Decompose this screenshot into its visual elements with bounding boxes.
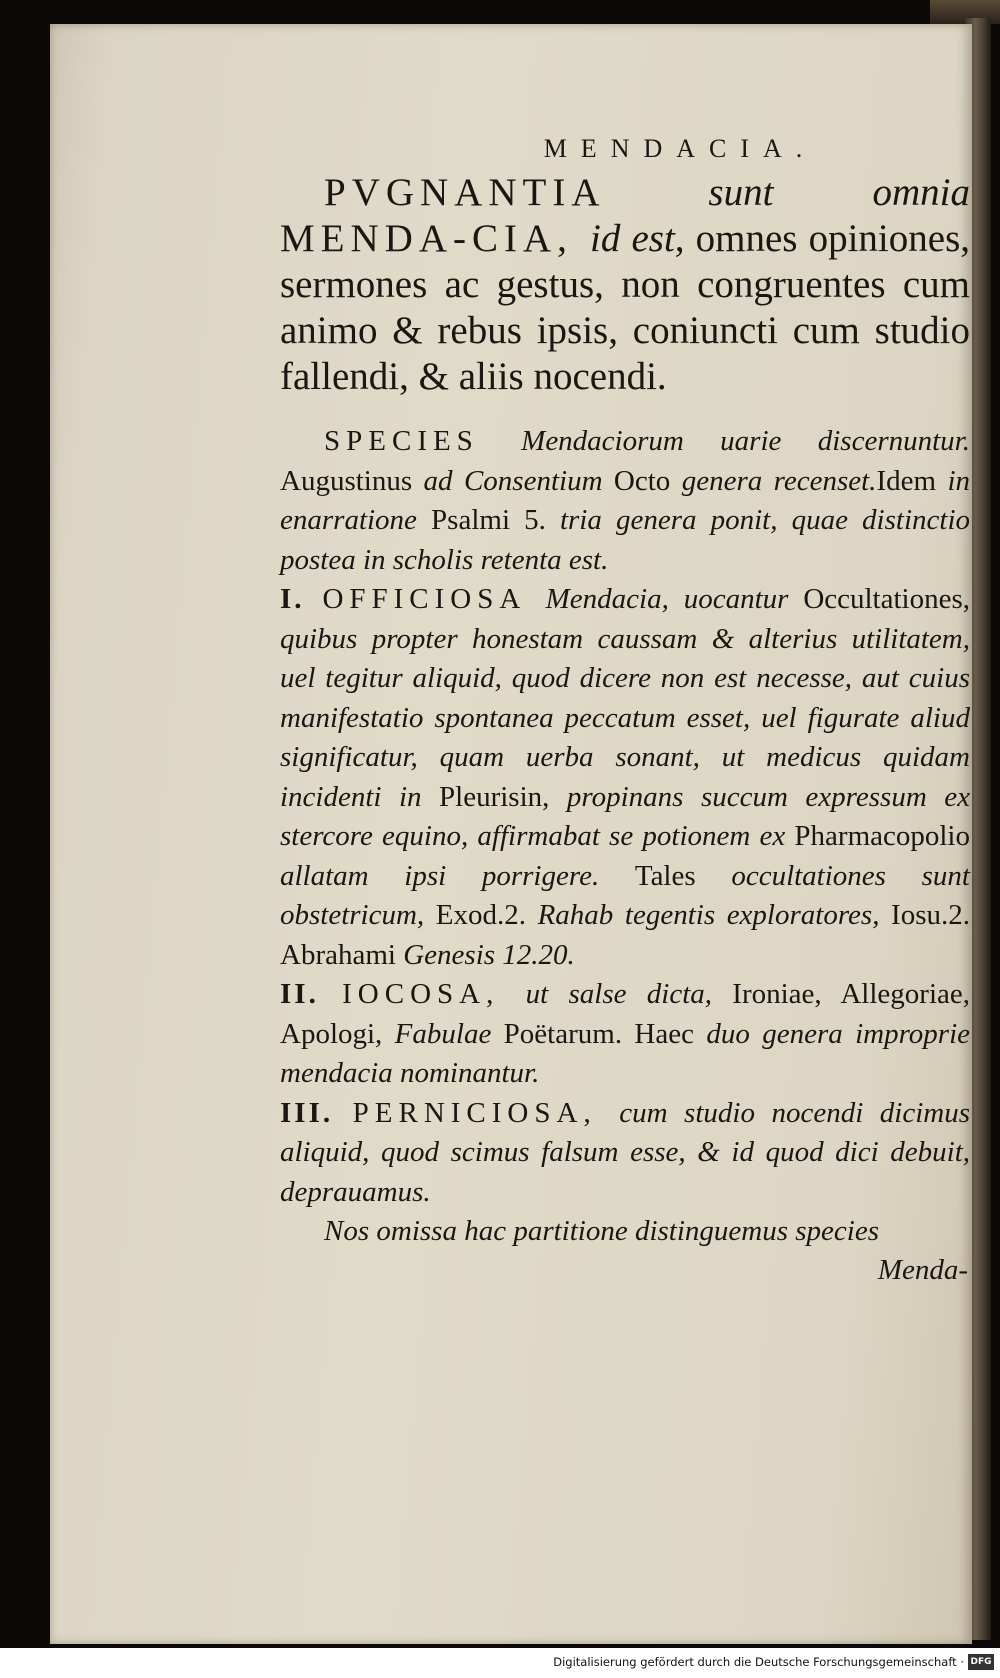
text-run: Poëtarum. Haec xyxy=(503,1017,707,1050)
text-run: I. xyxy=(280,583,323,615)
running-head: MENDACIA. xyxy=(543,134,817,163)
item-perniciosa xyxy=(280,1094,970,1213)
text-run: III. xyxy=(280,1096,353,1129)
text-run: Rahab tegentis exploratores, xyxy=(537,899,892,931)
text-run: Genesis 12.20. xyxy=(403,938,575,971)
species-paragraph xyxy=(280,422,970,580)
text-run: MENDA-CIA, xyxy=(280,217,591,260)
text-run: Pleurisin, xyxy=(439,780,567,813)
text-run: omnes opiniones, sermones ac gestus, non congruentes cum animo & rebus ipsis, coniuncti cum studio fallendi, & aliis nocendi. xyxy=(280,217,970,398)
text-run: Occultationes, xyxy=(803,583,971,615)
text-run: OFFICIOSA xyxy=(322,583,546,615)
text-run: ut salse dicta, xyxy=(525,978,733,1010)
text-run: occultationes sunt obstetricum, xyxy=(280,859,970,931)
item-iocosa xyxy=(280,975,970,1094)
closing-line: Nos omissa hac partitione distinguemus species xyxy=(324,1215,880,1247)
text-run: Augustinus xyxy=(280,464,424,497)
text-run: Psalmi 5. xyxy=(431,504,560,536)
text-run: allatam ipsi porrigere. xyxy=(280,859,635,892)
text-run: Mendacia, uocantur xyxy=(545,583,804,615)
text-run: cum studio nocendi dicimus aliquid, quod scimus falsum esse, & id quod dici debuit, deprauamus. xyxy=(280,1096,971,1208)
text-run: Fabulae xyxy=(394,1017,504,1050)
text-run: Ironiae, Allegoriae, Apologi, xyxy=(280,978,970,1050)
text-run: id est, xyxy=(590,217,696,260)
item-officiosa xyxy=(280,580,970,975)
digitization-footer xyxy=(0,1648,1000,1678)
dfg-logo: DFG xyxy=(968,1654,994,1670)
catchword: Menda- xyxy=(877,1253,968,1286)
text-run: Pharmacopolio xyxy=(794,820,970,852)
text-run: SPECIES xyxy=(324,425,522,457)
text-run: Iosu.2. Abrahami xyxy=(280,899,970,971)
text-run: tria genera ponit, quae distinctio postea in scholis retenta est. xyxy=(280,504,970,576)
text-run: propinans succum expressum ex stercore equino, affirmabat se potionem ex xyxy=(280,780,971,852)
text-run: Mendaciorum uarie discernuntur. xyxy=(521,425,970,457)
funding-credit: Digitalisierung gefördert durch die Deutsche Forschungsgemeinschaft · xyxy=(553,1655,964,1669)
lead-paragraph xyxy=(280,170,970,400)
text-run: PVGNANTIA xyxy=(324,171,709,214)
text-run: Tales xyxy=(634,859,732,892)
text-run: Octo xyxy=(613,464,682,497)
text-run: Exod.2. xyxy=(435,899,538,931)
text-run: ad Consentium xyxy=(423,464,614,497)
book-page xyxy=(50,24,972,1644)
text-run: Idem xyxy=(876,464,948,497)
text-run: sunt omnia xyxy=(708,171,970,214)
text-run: II. xyxy=(280,978,343,1010)
text-run: IOCOSA, xyxy=(342,978,526,1010)
page-text xyxy=(280,120,970,1288)
text-run: duo genera improprie mendacia nominantur. xyxy=(280,1017,971,1089)
text-run: genera recenset. xyxy=(681,464,877,497)
text-run: PERNICIOSA, xyxy=(352,1096,620,1129)
text-run: in enarratione xyxy=(280,464,970,536)
text-run: quibus propter honestam caussam & alterius utilitatem, uel tegitur aliquid, quod dicere non est necesse, aut cuius manifestatio spontanea peccatum esset, uel figurate aliud significatur, quam uerba sonant, ut medicus quidam incidenti in xyxy=(280,622,970,813)
